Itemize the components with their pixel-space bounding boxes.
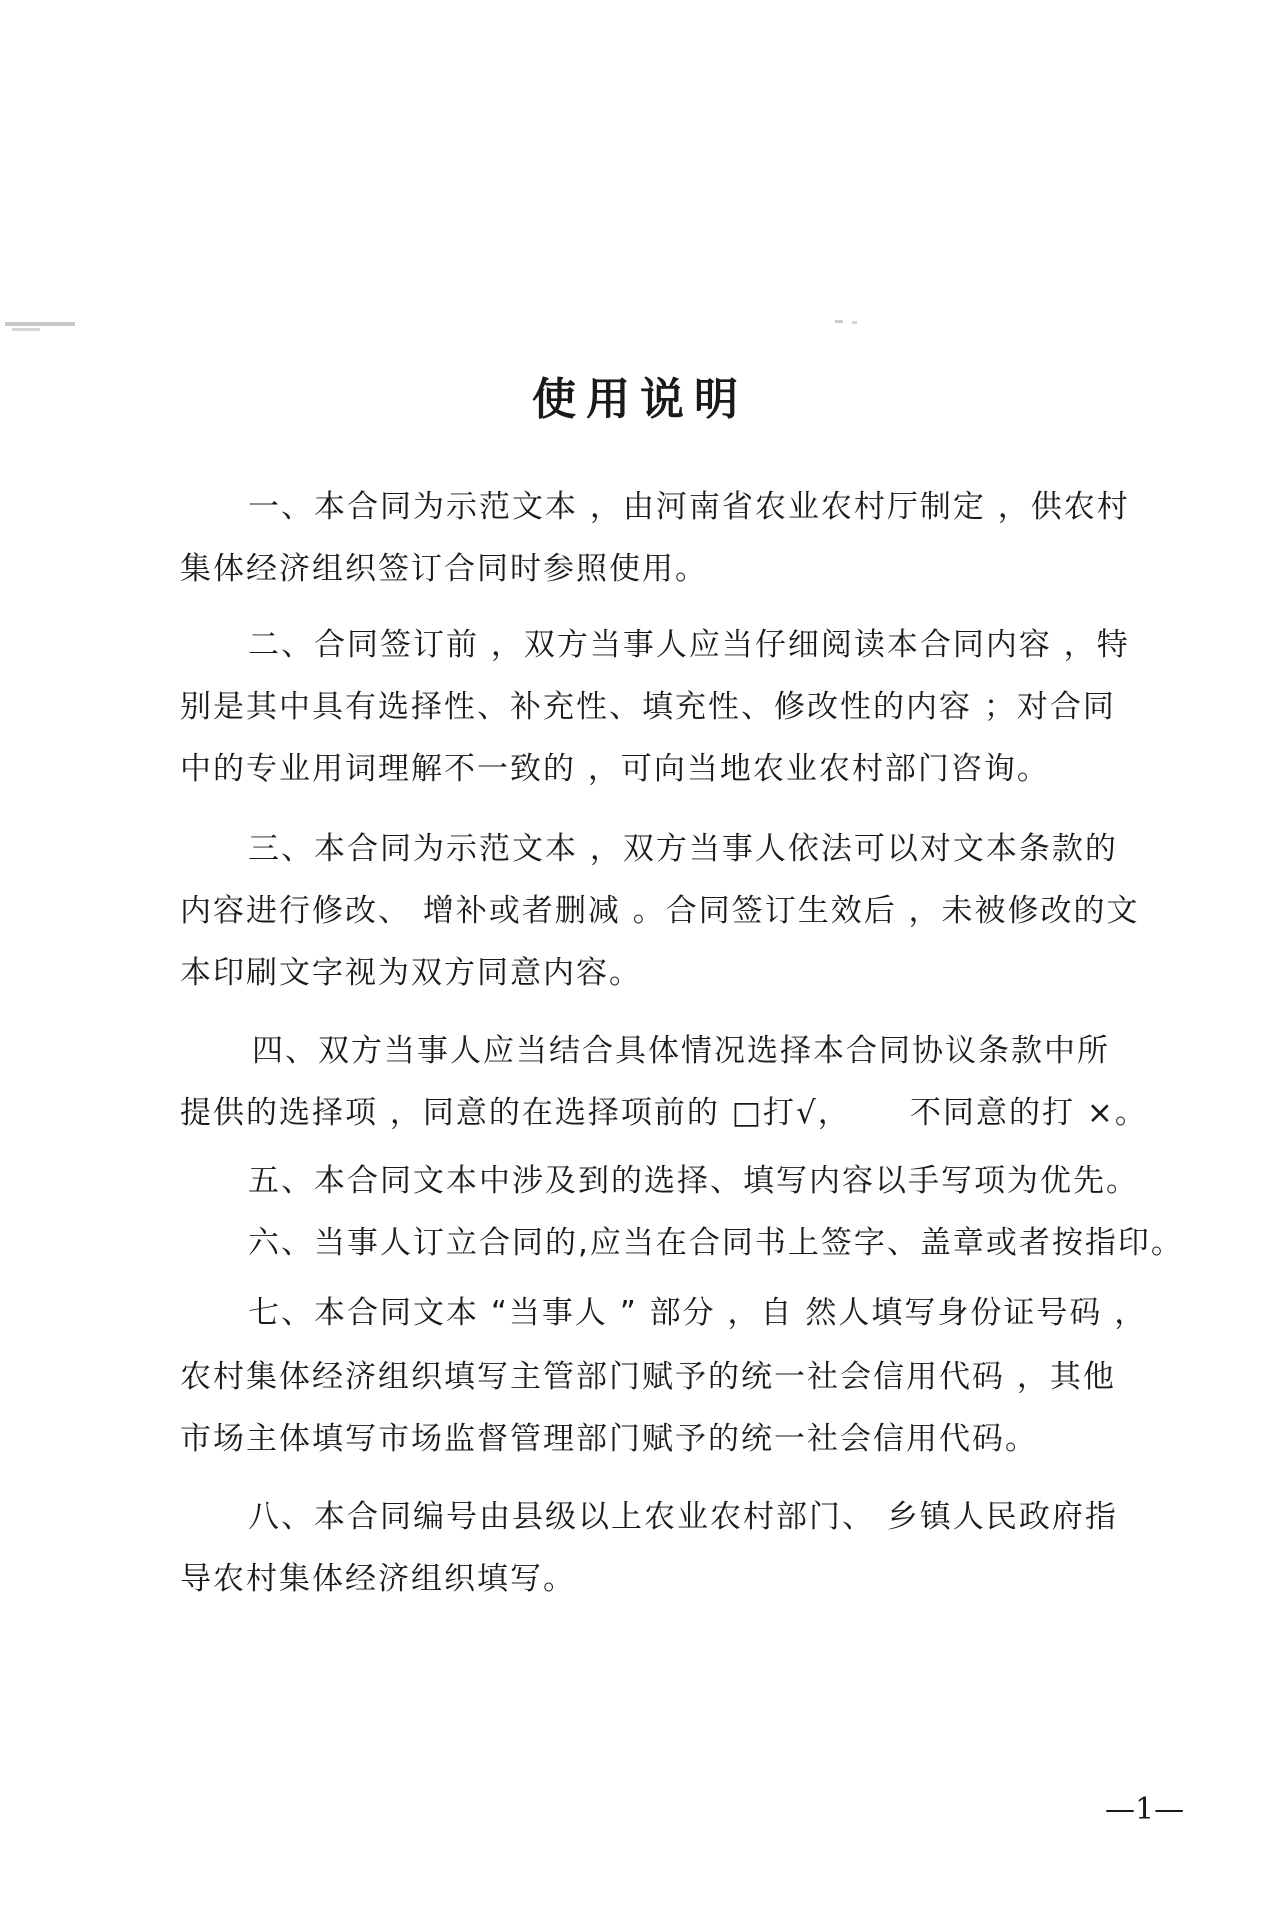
body-line: 内容进行修改、 增补或者删减 。合同签订生效后 ，未被修改的文 <box>180 893 1140 929</box>
body-line: 导农村集体经济组织填写。 <box>180 1561 576 1597</box>
page-number: —1— <box>1105 1792 1185 1827</box>
body-line: 提供的选择项 ，同意的在选择项前的 □打√， 不同意的打 ×。 <box>180 1095 1148 1131</box>
body-line: 八、本合同编号由县级以上农业农村部门、 乡镇人民政府指 <box>248 1499 1118 1535</box>
body-line: 农村集体经济组织填写主管部门赋予的统一社会信用代码 ，其他 <box>180 1359 1116 1395</box>
body-line: 市场主体填写市场监督管理部门赋予的统一社会信用代码。 <box>180 1421 1038 1457</box>
scan-artifact <box>5 322 75 326</box>
body-line: 集体经济组织签订合同时参照使用。 <box>180 551 708 587</box>
body-line: 别是其中具有选择性、补充性、填充性、修改性的内容 ；对合同 <box>180 689 1116 725</box>
body-line: 五、本合同文本中涉及到的选择、填写内容以手写项为优先。 <box>248 1163 1139 1199</box>
body-line: 二、合同签订前 ，双方当事人应当仔细阅读本合同内容 ，特 <box>248 627 1130 663</box>
scan-artifact <box>835 320 843 323</box>
body-line: 三、本合同为示范文本 ，双方当事人依法可以对文本条款的 <box>248 831 1118 867</box>
body-line: 四、双方当事人应当结合具体情况选择本合同协议条款中所 <box>252 1033 1110 1069</box>
scan-artifact <box>852 321 857 324</box>
body-line: 六、当事人订立合同的,应当在合同书上签字、盖章或者按指印。 <box>248 1225 1184 1261</box>
body-line: 一、本合同为示范文本 ，由河南省农业农村厅制定 ，供农村 <box>248 489 1130 525</box>
body-line: 七、本合同文本 “当事人 ” 部分 ，自 然人填写身份证号码 ， <box>248 1295 1148 1331</box>
document-title: 使用说明 <box>532 374 748 425</box>
body-line: 中的专业用词理解不一致的 ，可向当地农业农村部门咨询。 <box>180 751 1050 787</box>
body-line: 本印刷文字视为双方同意内容。 <box>180 955 642 991</box>
scan-artifact <box>12 328 40 331</box>
